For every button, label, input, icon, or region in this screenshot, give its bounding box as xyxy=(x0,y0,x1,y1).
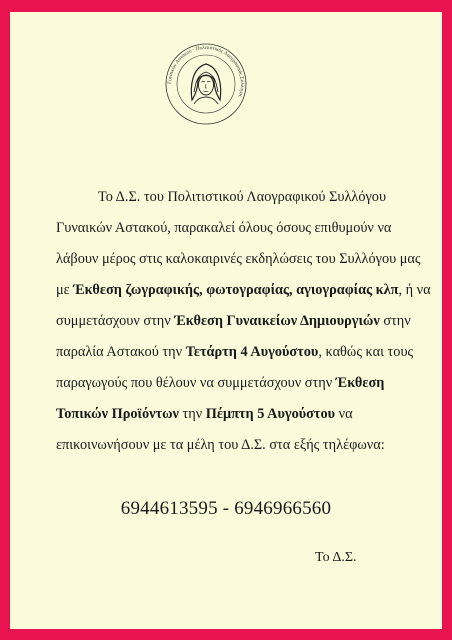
woman-portrait-seal-icon xyxy=(164,42,248,126)
announcement-line-7 xyxy=(56,368,416,399)
text-fragment: , καθώς και τους xyxy=(318,344,414,360)
text-fragment: με xyxy=(56,282,74,298)
date-wednesday: Τετάρτη 4 Αυγούστου xyxy=(185,344,319,360)
text-fragment: την xyxy=(178,406,206,422)
text-fragment: συμμετάσχουν στην xyxy=(56,313,175,329)
announcement-line-4 xyxy=(56,275,431,306)
announcement-line-9: επικοινωνήσουν με τα μέλη του Δ.Σ. στα εξής τηλέφωνα: xyxy=(56,437,385,453)
announcement-line-8 xyxy=(56,399,416,430)
announcement-text xyxy=(56,182,431,461)
announcement-line-6 xyxy=(56,337,416,368)
announcement-line-5 xyxy=(56,306,416,337)
svg-text:Γυναικών Αστακού · Πολιτιστικό: Γυναικών Αστακού · Πολιτιστικός Λαογραφικός Σύλλογος xyxy=(166,44,246,98)
text-fragment: παραγωγούς που θέλουν να συμμετάσχουν στην xyxy=(56,375,336,391)
announcement-line-2: Γυναικών Αστακού, παρακαλεί όλους όσους επιθυμούν να xyxy=(56,220,392,236)
association-logo xyxy=(164,42,248,126)
date-thursday: Πέμπτη 5 Αυγούστου xyxy=(205,406,336,422)
text-fragment: , ή να xyxy=(398,282,431,298)
announcement-line-1: Το Δ.Σ. του Πολιτιστικού Λαογραφικού Συλλόγου xyxy=(98,189,387,205)
text-fragment: παραλία Αστακού την xyxy=(56,344,186,360)
text-fragment: να xyxy=(335,406,353,422)
announcement-line-3: λάβουν μέρος στις καλοκαιρινές εκδηλώσεις του Συλλόγου μας xyxy=(56,251,421,267)
text-fragment: στην xyxy=(379,313,411,329)
phone-numbers: 6944613595 - 6946966560 xyxy=(120,498,332,519)
exhibition-women-label: Έκθεση Γυναικείων Δημιουργιών xyxy=(174,313,380,329)
exhibition-label: Έκθεση xyxy=(335,375,385,391)
exhibition-art-label: Έκθεση ζωγραφικής, φωτογραφίας, αγιογραφίας κλπ xyxy=(73,282,399,298)
signature: Το Δ.Σ. xyxy=(315,550,357,565)
local-products-label: Τοπικών Προϊόντων xyxy=(56,406,179,422)
